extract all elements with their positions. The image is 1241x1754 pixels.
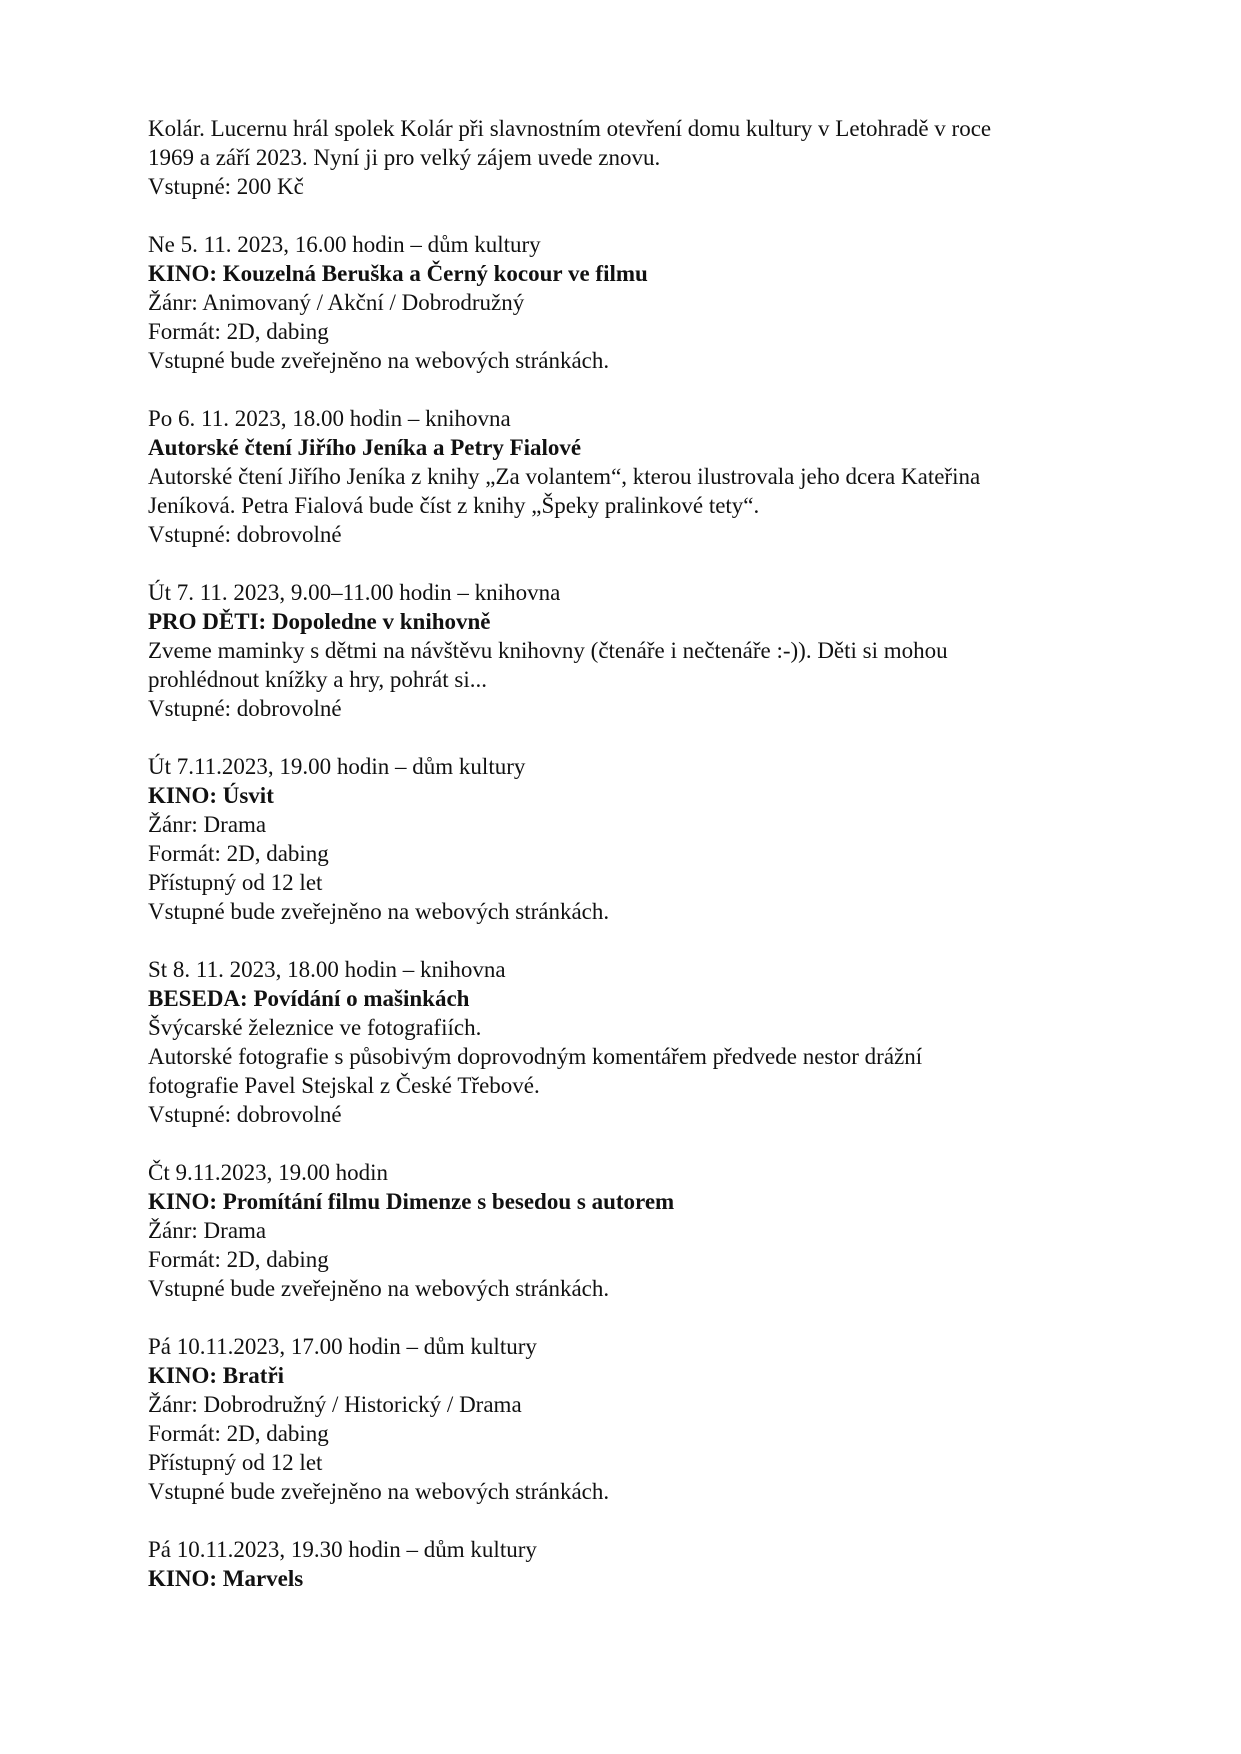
event-date: Út 7. 11. 2023, 9.00–11.00 hodin – knihovna bbox=[148, 580, 561, 605]
event-block bbox=[148, 578, 1088, 723]
event-detail: Vstupné: dobrovolné bbox=[148, 1102, 342, 1127]
event-block bbox=[148, 1535, 1088, 1593]
event-date: Pá 10.11.2023, 19.30 hodin – dům kultury bbox=[148, 1537, 537, 1562]
event-detail: Žánr: Dobrodružný / Historický / Drama bbox=[148, 1392, 522, 1417]
event-detail: Zveme maminky s dětmi na návštěvu knihovny (čtenáře i nečtenáře :-)). Děti si mohou bbox=[148, 638, 948, 663]
event-detail: Formát: 2D, dabing bbox=[148, 1247, 329, 1272]
event-detail: Žánr: Drama bbox=[148, 1218, 267, 1243]
event-block bbox=[148, 955, 1088, 1129]
document-page bbox=[148, 114, 1088, 1593]
event-title: KINO: Kouzelná Beruška a Černý kocour ve filmu bbox=[148, 261, 648, 286]
event-block bbox=[148, 752, 1088, 926]
event-block bbox=[148, 404, 1088, 549]
event-detail: Žánr: Animovaný / Akční / Dobrodružný bbox=[148, 290, 525, 315]
event-title: KINO: Úsvit bbox=[148, 783, 274, 808]
event-detail: Žánr: Drama bbox=[148, 812, 267, 837]
event-date: Po 6. 11. 2023, 18.00 hodin – knihovna bbox=[148, 406, 511, 431]
event-detail: Vstupné bude zveřejněno na webových stránkách. bbox=[148, 1479, 610, 1504]
event-detail: Vstupné: dobrovolné bbox=[148, 522, 342, 547]
event-detail: Autorské čtení Jiřího Jeníka z knihy „Za volantem“, kterou ilustrovala jeho dcera Kateřina bbox=[148, 464, 981, 489]
event-date: Čt 9.11.2023, 19.00 hodin bbox=[148, 1160, 389, 1185]
event-title: KINO: Promítání filmu Dimenze s besedou s autorem bbox=[148, 1189, 675, 1214]
intro-admission: Vstupné: 200 Kč bbox=[148, 174, 304, 199]
paragraph-gap bbox=[148, 926, 1088, 955]
event-detail: Přístupný od 12 let bbox=[148, 870, 323, 895]
event-block bbox=[148, 1158, 1088, 1303]
event-detail: prohlédnout knížky a hry, pohrát si... bbox=[148, 667, 487, 692]
event-detail: Jeníková. Petra Fialová bude číst z knihy „Špeky pralinkové tety“. bbox=[148, 493, 760, 518]
event-detail: Vstupné bude zveřejněno na webových stránkách. bbox=[148, 1276, 610, 1301]
event-detail: Formát: 2D, dabing bbox=[148, 1421, 329, 1446]
event-detail: Švýcarské železnice ve fotografiích. bbox=[148, 1015, 482, 1040]
paragraph-gap bbox=[148, 1129, 1088, 1158]
event-title: KINO: Bratři bbox=[148, 1363, 285, 1388]
event-detail: Vstupné bude zveřejněno na webových stránkách. bbox=[148, 348, 610, 373]
event-date: Pá 10.11.2023, 17.00 hodin – dům kultury bbox=[148, 1334, 537, 1359]
event-date: St 8. 11. 2023, 18.00 hodin – knihovna bbox=[148, 957, 506, 982]
event-detail: Formát: 2D, dabing bbox=[148, 841, 329, 866]
event-title: Autorské čtení Jiřího Jeníka a Petry Fialové bbox=[148, 435, 582, 460]
paragraph-gap bbox=[148, 1506, 1088, 1535]
event-title: BESEDA: Povídání o mašinkách bbox=[148, 986, 470, 1011]
event-detail: Formát: 2D, dabing bbox=[148, 319, 329, 344]
event-block bbox=[148, 1332, 1088, 1506]
event-date: Ne 5. 11. 2023, 16.00 hodin – dům kultury bbox=[148, 232, 541, 257]
event-date: Út 7.11.2023, 19.00 hodin – dům kultury bbox=[148, 754, 526, 779]
event-detail: Vstupné: dobrovolné bbox=[148, 696, 342, 721]
event-detail: fotografie Pavel Stejskal z České Třebové. bbox=[148, 1073, 540, 1098]
paragraph-gap bbox=[148, 375, 1088, 404]
intro-line: Kolár. Lucernu hrál spolek Kolár při slavnostním otevření domu kultury v Letohradě v roce bbox=[148, 116, 992, 141]
paragraph-gap bbox=[148, 549, 1088, 578]
event-detail: Přístupný od 12 let bbox=[148, 1450, 323, 1475]
event-detail: Vstupné bude zveřejněno na webových stránkách. bbox=[148, 899, 610, 924]
intro-paragraph bbox=[148, 114, 1088, 201]
event-detail: Autorské fotografie s působivým doprovodným komentářem předvede nestor drážní bbox=[148, 1044, 923, 1069]
intro-line: 1969 a září 2023. Nyní ji pro velký zájem uvede znovu. bbox=[148, 145, 661, 170]
event-block bbox=[148, 230, 1088, 375]
event-title: KINO: Marvels bbox=[148, 1566, 304, 1591]
paragraph-gap bbox=[148, 201, 1088, 230]
event-title: PRO DĚTI: Dopoledne v knihovně bbox=[148, 609, 491, 634]
paragraph-gap bbox=[148, 1303, 1088, 1332]
paragraph-gap bbox=[148, 723, 1088, 752]
